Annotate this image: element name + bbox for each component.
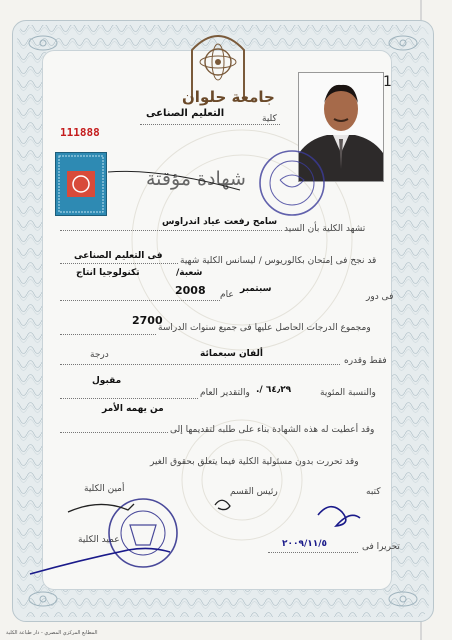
grade-value: مقبول: [92, 376, 122, 386]
seal-stamp-top: [260, 151, 324, 215]
handwritten-check-icon: [108, 171, 240, 190]
session-month: سبتمبر: [240, 284, 272, 294]
percentage-label: والنسبة المئوية: [320, 388, 376, 398]
session-year: 2008: [175, 284, 206, 297]
percentage-value: ٦٤٫٢٩ /.: [256, 385, 292, 395]
date-label: تحريرا فى: [362, 542, 400, 552]
certificate-title: شهادة مؤقتة: [146, 168, 246, 190]
line2-label: قد نجح فى إمتحان بكالوريوس / ليسانس الكلية شهية: [180, 256, 377, 266]
liability-note: وقد تحررت بدون مسئولية الكلية فيما يتعلق بحقوق الغير: [150, 457, 359, 467]
clerk-label: كتبه: [366, 487, 381, 497]
degree-field: فى التعليم الصناعى: [74, 251, 163, 261]
clerk-signature-icon: [318, 507, 360, 526]
recipient-value: من يهمه الأمر: [102, 404, 164, 414]
printer-footer: المطابع المركزي المصري - دار طباعة الكلية: [6, 630, 98, 636]
secretary-label: أمين الكلية: [84, 484, 125, 494]
session-label: فى دور: [366, 292, 394, 302]
university-name: جامعة حلوان: [182, 88, 275, 106]
faculty-name: التعليم الصناعى: [146, 108, 225, 119]
total-marks: 2700: [132, 314, 163, 327]
marks-suffix: درجة: [90, 350, 109, 360]
serial-number: 111888: [60, 126, 100, 139]
issue-date: ٢٠٠٩/١١/٥: [282, 539, 328, 549]
dept-head-signature-icon: [215, 500, 230, 509]
branch-label: شعبة/: [176, 268, 203, 278]
dean-signature-icon: [30, 548, 170, 574]
grade-label: والتقدير العام: [200, 388, 250, 398]
branch-value: تكنولوجيا انتاج: [76, 268, 140, 278]
dept-head-label: رئيس القسم: [230, 487, 278, 497]
purpose-label: وقد أعطيت له هذه الشهادة بناء على طلبه لتقديمها إلى: [170, 425, 375, 435]
dean-label: عميد الكلية: [78, 535, 120, 545]
faculty-label: كلية: [262, 114, 277, 124]
seal-stamp-bottom: [109, 499, 177, 567]
total-marks-label: ومجموع الدرجات الحاصل عليها فى جميع سنوات الدراسة: [158, 323, 371, 333]
year-label: عام: [220, 290, 234, 300]
marks-in-words: ألفان سبعمائة: [200, 349, 263, 359]
marks-words-label: فقط وقدره: [344, 356, 387, 366]
student-name: سامح رفعت عياد اندراوس: [162, 217, 278, 227]
line1-label: تشهد الكلية بأن السيد: [284, 224, 366, 234]
photo-number: 1: [383, 74, 392, 90]
